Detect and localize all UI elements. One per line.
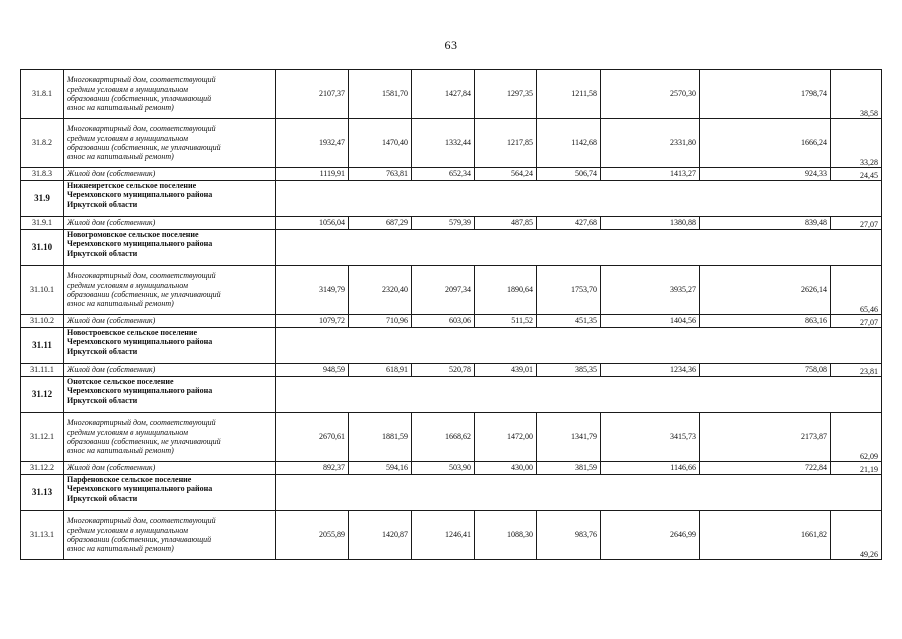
value-cell: 1881,59 bbox=[349, 413, 412, 462]
housing-type bbox=[64, 266, 276, 315]
row-code: 31.8.1 bbox=[21, 70, 64, 119]
value-cell: 385,35 bbox=[537, 364, 601, 377]
value-cell: 2626,14 bbox=[700, 266, 831, 315]
value-cell: 1079,72 bbox=[276, 315, 349, 328]
value-cell: 687,29 bbox=[349, 217, 412, 230]
row-code: 31.13.1 bbox=[21, 511, 64, 560]
row-code: 31.8.2 bbox=[21, 119, 64, 168]
section-blank bbox=[276, 475, 882, 511]
value-cell: 65,46 bbox=[831, 266, 882, 315]
section-row bbox=[21, 181, 882, 217]
desc-line: Иркутской области bbox=[67, 248, 138, 258]
value-cell: 579,39 bbox=[412, 217, 475, 230]
row-code: 31.12.2 bbox=[21, 462, 64, 475]
desc-line: средним условиям в муниципальном bbox=[67, 133, 189, 143]
table-row bbox=[21, 315, 882, 328]
settlement-name bbox=[64, 475, 276, 511]
value-cell: 24,45 bbox=[831, 168, 882, 181]
value-cell: 710,96 bbox=[349, 315, 412, 328]
value-cell: 506,74 bbox=[537, 168, 601, 181]
value-cell: 1668,62 bbox=[412, 413, 475, 462]
section-blank bbox=[276, 181, 882, 217]
value-cell: 758,08 bbox=[700, 364, 831, 377]
value-cell: 1211,58 bbox=[537, 70, 601, 119]
desc-line: Нижнеиретское сельское поселение bbox=[67, 181, 197, 190]
desc-line: Новогромовское сельское поселение bbox=[67, 230, 199, 239]
value-cell: 594,16 bbox=[349, 462, 412, 475]
value-cell: 439,01 bbox=[475, 364, 537, 377]
table-row bbox=[21, 413, 882, 462]
value-cell: 3149,79 bbox=[276, 266, 349, 315]
section-blank bbox=[276, 377, 882, 413]
value-cell: 1404,56 bbox=[601, 315, 700, 328]
value-cell: 23,81 bbox=[831, 364, 882, 377]
value-cell: 1246,41 bbox=[412, 511, 475, 560]
value-cell: 33,28 bbox=[831, 119, 882, 168]
desc-line: средним условиям в муниципальном bbox=[67, 280, 189, 290]
value-cell: 1297,35 bbox=[475, 70, 537, 119]
value-cell: 722,84 bbox=[700, 462, 831, 475]
desc-line: взнос на капитальный ремонт) bbox=[67, 299, 174, 309]
desc-line: Черемховского муниципального района bbox=[67, 239, 213, 249]
row-code: 31.13 bbox=[21, 475, 64, 511]
value-cell: 3415,73 bbox=[601, 413, 700, 462]
value-cell: 520,78 bbox=[412, 364, 475, 377]
desc-line: взнос на капитальный ремонт) bbox=[67, 152, 174, 162]
value-cell: 1890,64 bbox=[475, 266, 537, 315]
housing-type bbox=[64, 413, 276, 462]
tariff-table bbox=[20, 69, 882, 560]
value-cell: 2646,99 bbox=[601, 511, 700, 560]
value-cell: 1470,40 bbox=[349, 119, 412, 168]
value-cell: 1666,24 bbox=[700, 119, 831, 168]
value-cell: 1581,70 bbox=[349, 70, 412, 119]
table-row bbox=[21, 266, 882, 315]
settlement-name bbox=[64, 377, 276, 413]
desc-line: Жилой дом (собственник) bbox=[67, 169, 156, 179]
value-cell: 1332,44 bbox=[412, 119, 475, 168]
value-cell: 1753,70 bbox=[537, 266, 601, 315]
row-code: 31.12 bbox=[21, 377, 64, 413]
desc-line: образовании (собственник, уплачивающий bbox=[67, 94, 212, 103]
value-cell: 1798,74 bbox=[700, 70, 831, 119]
value-cell: 564,24 bbox=[475, 168, 537, 181]
table-row bbox=[21, 70, 882, 119]
value-cell: 1217,85 bbox=[475, 119, 537, 168]
settlement-name bbox=[64, 181, 276, 217]
table-row bbox=[21, 168, 882, 181]
desc-line: Черемховского муниципального района bbox=[67, 484, 213, 494]
desc-line: Многоквартирный дом, соответствующий bbox=[67, 516, 216, 526]
housing-type bbox=[64, 217, 276, 230]
value-cell: 763,81 bbox=[349, 168, 412, 181]
desc-line: Черемховского муниципального района bbox=[67, 386, 213, 396]
value-cell: 451,35 bbox=[537, 315, 601, 328]
value-cell: 1341,79 bbox=[537, 413, 601, 462]
housing-type bbox=[64, 315, 276, 328]
value-cell: 1380,88 bbox=[601, 217, 700, 230]
row-code: 31.10 bbox=[21, 230, 64, 266]
desc-line: средним условиям в муниципальном bbox=[67, 525, 189, 535]
table-row bbox=[21, 462, 882, 475]
value-cell: 2331,80 bbox=[601, 119, 700, 168]
desc-line: Иркутской области bbox=[67, 346, 138, 356]
value-cell: 487,85 bbox=[475, 217, 537, 230]
value-cell: 1088,30 bbox=[475, 511, 537, 560]
value-cell: 21,19 bbox=[831, 462, 882, 475]
housing-type bbox=[64, 364, 276, 377]
value-cell: 652,34 bbox=[412, 168, 475, 181]
value-cell: 1420,87 bbox=[349, 511, 412, 560]
section-row bbox=[21, 328, 882, 364]
value-cell: 1142,68 bbox=[537, 119, 601, 168]
desc-line: взнос на капитальный ремонт) bbox=[67, 103, 174, 113]
desc-line: Многоквартирный дом, соответствующий bbox=[67, 124, 216, 134]
value-cell: 503,90 bbox=[412, 462, 475, 475]
desc-line: взнос на капитальный ремонт) bbox=[67, 544, 174, 554]
desc-line: образовании (собственник, не уплачивающий bbox=[67, 437, 221, 446]
value-cell: 2107,37 bbox=[276, 70, 349, 119]
value-cell: 983,76 bbox=[537, 511, 601, 560]
housing-type bbox=[64, 462, 276, 475]
desc-line: средним условиям в муниципальном bbox=[67, 427, 189, 437]
desc-line: Черемховского муниципального района bbox=[67, 190, 213, 200]
value-cell: 839,48 bbox=[700, 217, 831, 230]
value-cell: 618,91 bbox=[349, 364, 412, 377]
value-cell: 2173,87 bbox=[700, 413, 831, 462]
row-code: 31.8.3 bbox=[21, 168, 64, 181]
desc-line: Иркутской области bbox=[67, 493, 138, 503]
desc-line: Многоквартирный дом, соответствующий bbox=[67, 271, 216, 281]
value-cell: 948,59 bbox=[276, 364, 349, 377]
page-number: 63 bbox=[444, 38, 458, 52]
table-row bbox=[21, 217, 882, 230]
value-cell: 863,16 bbox=[700, 315, 831, 328]
value-cell: 511,52 bbox=[475, 315, 537, 328]
row-code: 31.12.1 bbox=[21, 413, 64, 462]
row-code: 31.9.1 bbox=[21, 217, 64, 230]
value-cell: 1234,36 bbox=[601, 364, 700, 377]
section-row bbox=[21, 475, 882, 511]
housing-type bbox=[64, 70, 276, 119]
section-blank bbox=[276, 328, 882, 364]
value-cell: 1146,66 bbox=[601, 462, 700, 475]
value-cell: 430,00 bbox=[475, 462, 537, 475]
desc-line: взнос на капитальный ремонт) bbox=[67, 446, 174, 456]
row-code: 31.10.2 bbox=[21, 315, 64, 328]
value-cell: 1056,04 bbox=[276, 217, 349, 230]
value-cell: 381,59 bbox=[537, 462, 601, 475]
value-cell: 2320,40 bbox=[349, 266, 412, 315]
housing-type bbox=[64, 168, 276, 181]
desc-line: образовании (собственник, уплачивающий bbox=[67, 535, 212, 544]
desc-line: образовании (собственник, не уплачивающий bbox=[67, 290, 221, 299]
table-body bbox=[21, 70, 882, 560]
value-cell: 3935,27 bbox=[601, 266, 700, 315]
settlement-name bbox=[64, 230, 276, 266]
value-cell: 1472,00 bbox=[475, 413, 537, 462]
value-cell: 2055,89 bbox=[276, 511, 349, 560]
value-cell: 27,07 bbox=[831, 315, 882, 328]
desc-line: образовании (собственник, не уплачивающий bbox=[67, 143, 221, 152]
desc-line: Черемховского муниципального района bbox=[67, 337, 213, 347]
row-code: 31.9 bbox=[21, 181, 64, 217]
desc-line: Иркутской области bbox=[67, 395, 138, 405]
table-row bbox=[21, 511, 882, 560]
settlement-name bbox=[64, 328, 276, 364]
value-cell: 924,33 bbox=[700, 168, 831, 181]
value-cell: 1661,82 bbox=[700, 511, 831, 560]
value-cell: 1427,84 bbox=[412, 70, 475, 119]
desc-line: Жилой дом (собственник) bbox=[67, 316, 156, 326]
value-cell: 2670,61 bbox=[276, 413, 349, 462]
desc-line: Жилой дом (собственник) bbox=[67, 365, 156, 375]
desc-line: Многоквартирный дом, соответствующий bbox=[67, 418, 216, 428]
value-cell: 27,07 bbox=[831, 217, 882, 230]
value-cell: 1119,91 bbox=[276, 168, 349, 181]
desc-line: Жилой дом (собственник) bbox=[67, 218, 156, 228]
table-row bbox=[21, 119, 882, 168]
value-cell: 1413,27 bbox=[601, 168, 700, 181]
value-cell: 892,37 bbox=[276, 462, 349, 475]
value-cell: 49,26 bbox=[831, 511, 882, 560]
desc-line: Иркутской области bbox=[67, 199, 138, 209]
section-blank bbox=[276, 230, 882, 266]
desc-line: средним условиям в муниципальном bbox=[67, 84, 189, 94]
value-cell: 1932,47 bbox=[276, 119, 349, 168]
section-row bbox=[21, 230, 882, 266]
housing-type bbox=[64, 511, 276, 560]
desc-line: Новостроевское сельское поселение bbox=[67, 328, 198, 337]
value-cell: 38,58 bbox=[831, 70, 882, 119]
value-cell: 603,06 bbox=[412, 315, 475, 328]
row-code: 31.11.1 bbox=[21, 364, 64, 377]
row-code: 31.10.1 bbox=[21, 266, 64, 315]
value-cell: 2097,34 bbox=[412, 266, 475, 315]
value-cell: 62,09 bbox=[831, 413, 882, 462]
desc-line: Многоквартирный дом, соответствующий bbox=[67, 75, 216, 85]
table-row bbox=[21, 364, 882, 377]
desc-line: Парфеновское сельское поселение bbox=[67, 475, 192, 484]
section-row bbox=[21, 377, 882, 413]
desc-line: Онотское сельское поселение bbox=[67, 377, 174, 386]
row-code: 31.11 bbox=[21, 328, 64, 364]
desc-line: Жилой дом (собственник) bbox=[67, 463, 156, 473]
value-cell: 427,68 bbox=[537, 217, 601, 230]
housing-type bbox=[64, 119, 276, 168]
value-cell: 2570,30 bbox=[601, 70, 700, 119]
